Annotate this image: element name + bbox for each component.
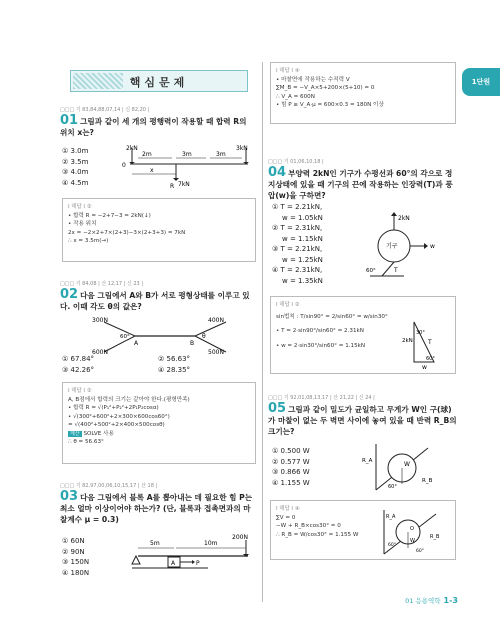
options-03 (62, 536, 122, 578)
p-label: P (196, 560, 200, 567)
question-number: 02 (60, 287, 79, 302)
option-cont: w = 1.15kN (282, 234, 323, 243)
question-number: 04 (268, 165, 287, 180)
balloon-label: 기구 (386, 243, 398, 250)
page-footer (405, 596, 458, 605)
ra-label: R_A (386, 514, 396, 520)
force-triangle-figure (400, 318, 450, 370)
dim-label: 2m (142, 151, 152, 158)
solution-line: SOLVE 사용 (83, 430, 114, 437)
solution-line: ∑V = 0 (276, 514, 296, 521)
angle-label: 30° (416, 330, 425, 336)
question-05 (268, 394, 458, 437)
beam-force-figure (120, 144, 260, 194)
solution-line: ∑M_B = −V_A×5+200×(5+10) = 0 (276, 85, 375, 91)
option[interactable]: ① 67.84° (62, 355, 95, 363)
w-label: w (430, 243, 435, 250)
w-label: W (404, 461, 410, 468)
solution-line: ∴ V_A = 600N (276, 93, 315, 100)
angle-label: 60° (416, 549, 424, 554)
solution-02 (62, 382, 256, 464)
option[interactable]: ④ 180N (62, 568, 90, 577)
question-text: 부양력 2kN인 기구가 수평선과 60°의 각으로 정지상태에 있을 때 기구의 끈에 작용하는 인장력(T)과 풍압(w)을 구하면? (268, 169, 453, 200)
question-03 (60, 482, 256, 525)
options-04 (272, 202, 372, 286)
solution-header: I 해답 I ② (276, 302, 300, 308)
solution-header: I 해답 I ② (68, 388, 92, 394)
footer-section: 01 응용역학 (405, 597, 441, 605)
dim-label: 3m (182, 151, 192, 158)
dim-label: 10m (204, 540, 218, 547)
question-text: 다음 그림에서 블록 A를 뽑아내는 데 필요한 힘 P는 최소 얼마 이상이어야 하는가? (단, 블록과 접촉면과의 마찰계수 μ = 0.3) (60, 493, 253, 524)
option[interactable]: ③ 4.0m (62, 168, 89, 176)
question-source: □□□ 기 92,01,08,13,17 | 산 21,22 | 신 24 | (268, 395, 375, 401)
option[interactable]: ③ 0.866 W (272, 468, 310, 476)
force-label: 300N (92, 317, 108, 324)
force-label: 500N (208, 349, 224, 356)
option[interactable]: ① 3.0m (62, 147, 89, 155)
calc-tag: 계산 (70, 430, 80, 437)
option[interactable]: ② 90N (62, 547, 85, 556)
question-01 (60, 106, 256, 138)
theta-label: θ (202, 333, 206, 340)
option[interactable]: ④ 1.155 W (272, 478, 310, 487)
question-source: □□□ 기 82,97,00,06,10,15,17 | 산 18 | (60, 483, 158, 489)
angle-label: 60° (388, 543, 396, 548)
option[interactable]: ④ 28.35° (158, 365, 191, 374)
options-01 (62, 146, 122, 188)
dim-label: 5m (150, 540, 160, 547)
solution-line: • 합력 R = √(P₁²+P₂²+2P₁P₂cosα) (68, 405, 159, 411)
option[interactable]: ④ T = 2.31kN, (272, 266, 323, 274)
question-number: 03 (60, 489, 79, 504)
point-b-label: B (190, 340, 195, 347)
option-cont: w = 1.05kN (282, 213, 323, 222)
chapter-tab: 1단원 (462, 68, 500, 96)
solution-line: ∴ θ = 56.63° (68, 439, 104, 445)
option[interactable]: ① 0.500 W (272, 447, 310, 455)
force-label: 2kN (402, 338, 413, 344)
solution-line: • 작용 위치 (68, 221, 97, 227)
question-text: 그림과 같이 세 개의 평행력이 작용할 때 합력 R의 위치 x는? (60, 117, 247, 137)
force-label: 2kN (398, 215, 410, 222)
point-a-label: A (134, 340, 139, 347)
x-label: x (150, 167, 154, 174)
solution-01 (62, 198, 256, 262)
banner-title: 핵심문제 (129, 76, 189, 89)
question-04 (268, 158, 458, 201)
solution-line: • w = 2·sin30°/sin60° = 1.15kN (276, 342, 366, 349)
o-label: O (410, 526, 414, 532)
question-02 (60, 280, 256, 312)
question-text: 그림과 같이 밀도가 균일하고 무게가 W인 구(球)가 마찰이 없는 두 벽면 사이에 놓여 있을 때 반력 R_B의 크기는? (268, 405, 457, 436)
force-label: 3kN (236, 145, 248, 152)
option[interactable]: ③ T = 2.21kN, (272, 245, 323, 253)
solution-line: −W + R_B×cos30° = 0 (276, 523, 341, 529)
option[interactable]: ② 56.63° (158, 355, 191, 363)
question-number: 01 (60, 113, 79, 128)
question-text: 다음 그림에서 A와 B가 서로 평형상태를 이루고 있다. 이때 각도 θ의 값은? (60, 291, 250, 311)
solution-line: • 힘 P ≥ V_A·μ = 600×0.3 = 180N 이상 (276, 102, 384, 108)
option[interactable]: ① T = 2.21kN, (272, 203, 323, 211)
sphere-solution-figure (376, 508, 456, 558)
angle-label: 60° (366, 268, 376, 274)
solution-line: • T = 2·sin90°/sin60° = 2.31kN (276, 328, 364, 334)
column-divider (262, 62, 263, 602)
solution-line: • √(300²+600²+2×300×600cos60°) (68, 413, 170, 420)
question-source: □□□ 기 83,84,88,07,14 | 신 82,20 | (60, 107, 150, 113)
ra-label: R_A (362, 458, 373, 464)
r-label: R (170, 183, 175, 190)
option[interactable]: ② 3.5m (62, 157, 89, 166)
question-source: □□□ 기 84,08 | 산 12,17 | 신 23 | (60, 281, 144, 287)
solution-line: ∴ R_B = W/cos30° = 1.155 W (276, 531, 359, 538)
solution-header: I 해답 I ④ (276, 506, 300, 512)
section-banner (70, 70, 248, 92)
solution-line: • 합력 R = −2+7−3 = 2kN(↓) (68, 212, 151, 219)
block-a-label: A (171, 560, 176, 567)
option[interactable]: ④ 4.5m (62, 178, 89, 187)
force-label: 600N (92, 349, 108, 356)
dim-label: 3m (216, 151, 226, 158)
option[interactable]: ① 60N (62, 537, 85, 545)
question-source: □□□ 기 01,06,10,18 | (268, 159, 324, 165)
origin-label: 0 (122, 162, 126, 169)
w-label: w (422, 364, 427, 370)
solution-header: I 해답 I ② (68, 204, 92, 210)
lever-block-figure (128, 534, 258, 582)
option-cont: w = 1.25kN (282, 255, 323, 264)
option[interactable]: ② 0.577 W (272, 457, 310, 466)
options-02 (62, 354, 256, 375)
option[interactable]: ③ 42.26° (62, 365, 95, 374)
options-05 (272, 446, 362, 488)
solution-line: sin법칙 : T/sin90° = 2/sin60° = w/sin30° (276, 313, 388, 320)
question-number: 05 (268, 401, 287, 416)
force-label: 2kN (126, 145, 138, 152)
solution-line: A, B점에서 합력의 크기는 같아야 한다.(평형만족) (68, 396, 190, 403)
force-label: 400N (208, 317, 224, 324)
option-cont: w = 1.35kN (282, 276, 323, 285)
solution-03 (270, 62, 456, 124)
rb-label: R_B (422, 478, 433, 484)
force-label: 200N (232, 534, 248, 541)
solution-header: I 해답 I ④ (276, 68, 300, 74)
option[interactable]: ③ 150N (62, 558, 90, 566)
equilibrium-figure (90, 316, 240, 356)
solution-line: ∴ x = 3.5m(→) (68, 238, 109, 244)
solution-line: 2x = −2×2+7×(2+3)−3×(2+3+3) = 7kN (68, 229, 186, 236)
angle-label: 60° (388, 484, 397, 490)
angle-label: 60° (120, 334, 130, 340)
w-label: W (410, 538, 415, 544)
force-label: 7kN (178, 181, 190, 188)
balloon-figure (364, 210, 460, 282)
angle-label: 60° (426, 356, 435, 362)
solution-line: • 마찰면에 작용하는 수직력 V (276, 76, 350, 83)
page-number: 1-3 (443, 596, 458, 605)
solution-line: = √(400²+500²+2×400×500cosθ) (68, 422, 165, 428)
t-label: T (428, 339, 432, 346)
t-label: T (394, 267, 398, 274)
rb-label: R_B (430, 534, 440, 540)
option[interactable]: ② T = 2.31kN, (272, 224, 323, 232)
sphere-walls-figure (358, 440, 454, 500)
